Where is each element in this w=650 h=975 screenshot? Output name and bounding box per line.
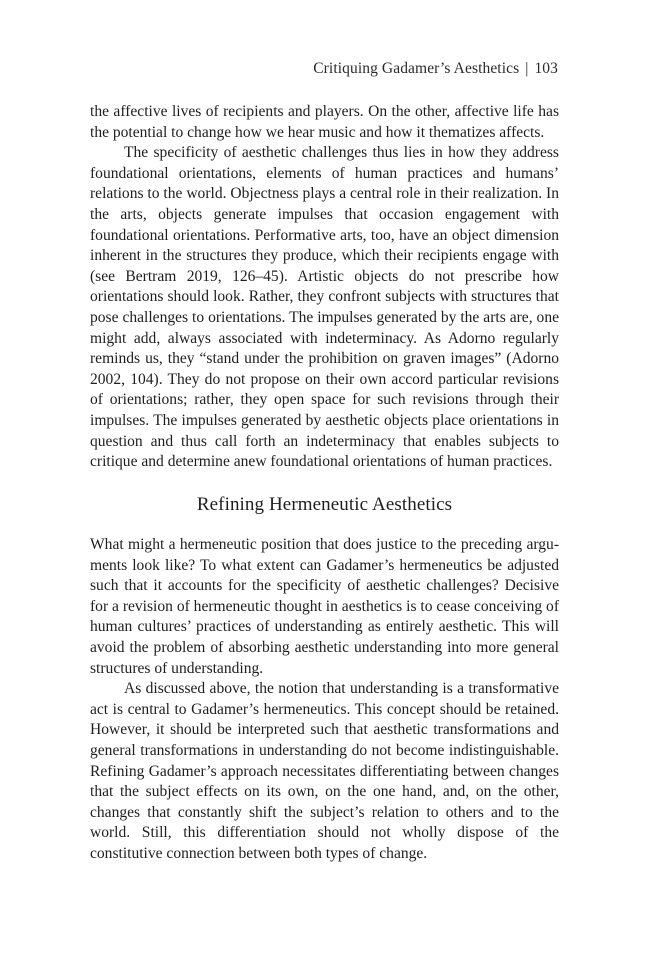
paragraph: As discussed above, the notion that understanding is a transformative act is central to Gadamer’s hermeneutics. This concept should be retained. However, it should be interpreted such that aesthetic transformations and general transformations in understanding do not become indistinguishable. Refining Gadamer’s approach necessitates differentiating between changes that the subject effects on its own, on the one hand, and, on the other, changes that constantly shift the subject’s relation to others and to the world. Still, this differentiation should not wholly dispose of the constitutive connection between both types of change.	[90, 680, 559, 862]
header-separator: |	[525, 60, 529, 77]
page-number: 103	[534, 60, 558, 77]
paragraph-continued: the affective lives of recipients and players. On the other, affective life has the potential to change how we hear music and how it thematizes affects.	[90, 103, 559, 141]
body-text-top	[90, 102, 559, 473]
paragraph: The specificity of aesthetic challenges thus lies in how they address foundational orientations, elements of human practices and humans’ relations to the world. Objectness plays a central role in their realization. In the arts, objects generate impulses that occasion engagement with foundational orientations. Performative arts, too, have an object dimension inherent in the structures they produce, which their recipients engage with (see Bertram 2019, 126–45). Artistic objects do not prescribe how orientations should look. Rather, they confront subjects with structures that pose challenges to orientations. The impulses generated by the arts are, one might add, always associated with indeterminacy. As Adorno regularly reminds us, they “stand under the prohibition on graven images” (Adorno 2002, 104). They do not propose on their own accord particular revisions of orientations; rather, they open space for such revisions through their impulses. The impulses generated by aesthetic objects place orientations in question and thus call forth an indeterminacy that enables subjects to critique and determine anew foundational orientations of human practices.	[90, 144, 559, 471]
paragraph: What might a hermeneutic position that does justice to the preceding arguments look like? To what extent can Gadamer’s hermeneutics be adjusted such that it accounts for the specificity of aesthetic challenges? Decisive for a revision of hermeneutic thought in aesthetics is to cease conceiving of human cultures’ practices of understanding as entirely aesthetic. This will avoid the problem of absorbing aesthetic understanding into more general structures of understanding.	[90, 536, 559, 677]
section-heading: Refining Hermeneutic Aesthetics	[196, 494, 453, 515]
running-header	[313, 60, 558, 78]
body-text-bottom	[90, 535, 559, 865]
running-title: Critiquing Gadamer’s Aesthetics	[313, 60, 520, 77]
